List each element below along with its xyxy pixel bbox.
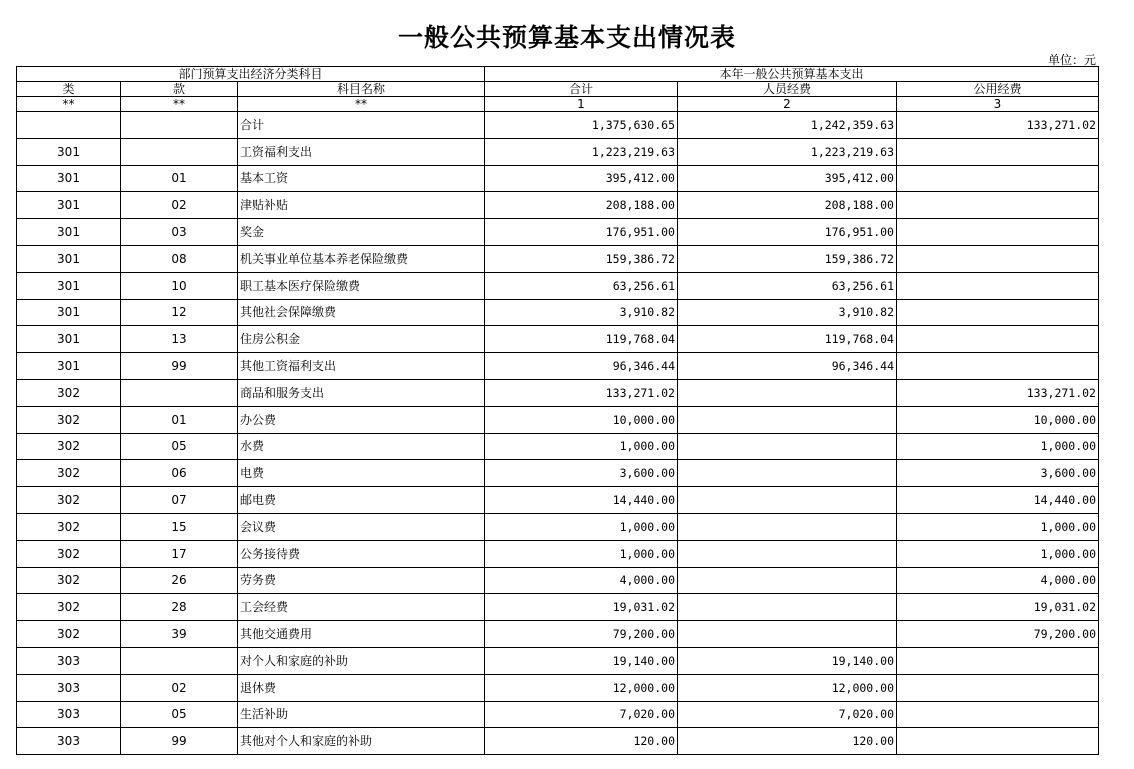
cell-personnel [678,487,897,514]
header-group-row [17,67,1099,82]
cell-kuan: 05 [121,701,238,728]
cell-total: 1,000.00 [485,433,678,460]
cell-name: 工资福利支出 [238,138,485,165]
cell-name: 退休费 [238,674,485,701]
table-row [17,567,1099,594]
cell-personnel: 1,242,359.63 [678,112,897,139]
cell-kuan: 13 [121,326,238,353]
cell-lei: 302 [17,487,121,514]
cell-name: 邮电费 [238,487,485,514]
cell-public [897,647,1099,674]
cell-kuan: 15 [121,513,238,540]
cell-kuan [121,112,238,139]
cell-personnel [678,621,897,648]
cell-public [897,245,1099,272]
cell-name: 其他对个人和家庭的补助 [238,728,485,755]
cell-kuan: 17 [121,540,238,567]
cell-name: 对个人和家庭的补助 [238,647,485,674]
cell-name: 会议费 [238,513,485,540]
cell-lei: 301 [17,353,121,380]
cell-lei: 302 [17,513,121,540]
cell-lei: 303 [17,647,121,674]
cell-public [897,353,1099,380]
column-header-name: 科目名称 [238,82,485,97]
cell-personnel: 1,223,219.63 [678,138,897,165]
cell-lei: 302 [17,379,121,406]
table-row [17,326,1099,353]
cell-total: 4,000.00 [485,567,678,594]
cell-name: 其他交通费用 [238,621,485,648]
table-row [17,245,1099,272]
cell-total: 12,000.00 [485,674,678,701]
cell-public [897,272,1099,299]
cell-personnel [678,540,897,567]
cell-personnel: 176,951.00 [678,219,897,246]
cell-personnel: 208,188.00 [678,192,897,219]
cell-kuan [121,379,238,406]
cell-total: 1,223,219.63 [485,138,678,165]
cell-kuan: 39 [121,621,238,648]
cell-total: 19,140.00 [485,647,678,674]
cell-public [897,219,1099,246]
table-row [17,513,1099,540]
cell-total: 133,271.02 [485,379,678,406]
cell-kuan: 02 [121,192,238,219]
cell-personnel: 63,256.61 [678,272,897,299]
cell-kuan: 03 [121,219,238,246]
cell-total: 1,000.00 [485,540,678,567]
index-kuan: ** [121,97,238,112]
cell-personnel: 12,000.00 [678,674,897,701]
table-row [17,138,1099,165]
cell-kuan: 08 [121,245,238,272]
table-row [17,460,1099,487]
column-header-personnel: 人员经费 [678,82,897,97]
cell-public [897,192,1099,219]
table-row [17,379,1099,406]
cell-personnel [678,406,897,433]
cell-kuan: 01 [121,406,238,433]
cell-public [897,326,1099,353]
cell-total: 10,000.00 [485,406,678,433]
budget-table [16,66,1099,755]
cell-name: 基本工资 [238,165,485,192]
column-header-lei: 类 [17,82,121,97]
cell-lei: 301 [17,272,121,299]
cell-personnel: 96,346.44 [678,353,897,380]
table-row [17,728,1099,755]
cell-total: 14,440.00 [485,487,678,514]
cell-kuan: 12 [121,299,238,326]
cell-public: 14,440.00 [897,487,1099,514]
cell-public: 19,031.02 [897,594,1099,621]
cell-name: 津贴补贴 [238,192,485,219]
cell-lei: 301 [17,299,121,326]
cell-total: 176,951.00 [485,219,678,246]
cell-name: 办公费 [238,406,485,433]
cell-lei: 301 [17,245,121,272]
table-row [17,219,1099,246]
cell-name: 其他工资福利支出 [238,353,485,380]
cell-kuan [121,647,238,674]
cell-personnel [678,379,897,406]
cell-public: 4,000.00 [897,567,1099,594]
cell-lei: 302 [17,567,121,594]
index-personnel: 2 [678,97,897,112]
cell-lei: 302 [17,540,121,567]
cell-personnel [678,433,897,460]
cell-kuan: 02 [121,674,238,701]
cell-public: 133,271.02 [897,379,1099,406]
column-header-total: 合计 [485,82,678,97]
cell-personnel [678,567,897,594]
cell-lei: 301 [17,165,121,192]
cell-lei: 301 [17,326,121,353]
cell-lei: 303 [17,701,121,728]
cell-total: 63,256.61 [485,272,678,299]
table-body [17,112,1099,755]
cell-lei: 301 [17,138,121,165]
cell-public: 79,200.00 [897,621,1099,648]
cell-personnel [678,594,897,621]
table-row [17,647,1099,674]
cell-name: 生活补助 [238,701,485,728]
index-lei: ** [17,97,121,112]
cell-lei [17,112,121,139]
column-header-kuan: 款 [121,82,238,97]
cell-public: 1,000.00 [897,433,1099,460]
index-name: ** [238,97,485,112]
cell-personnel: 119,768.04 [678,326,897,353]
cell-public: 10,000.00 [897,406,1099,433]
cell-total: 96,346.44 [485,353,678,380]
cell-public [897,299,1099,326]
cell-personnel: 120.00 [678,728,897,755]
cell-public [897,701,1099,728]
table-row [17,487,1099,514]
table-row [17,192,1099,219]
index-total: 1 [485,97,678,112]
cell-lei: 301 [17,192,121,219]
cell-name: 商品和服务支出 [238,379,485,406]
cell-personnel [678,460,897,487]
cell-public: 3,600.00 [897,460,1099,487]
cell-name: 住房公积金 [238,326,485,353]
cell-name: 水费 [238,433,485,460]
table-row [17,701,1099,728]
cell-total: 1,000.00 [485,513,678,540]
header-group-right: 本年一般公共预算基本支出 [485,67,1099,82]
table-row [17,299,1099,326]
unit-label: 单位：元 [1047,53,1096,67]
cell-public: 133,271.02 [897,112,1099,139]
column-header-public: 公用经费 [897,82,1099,97]
cell-kuan: 26 [121,567,238,594]
cell-lei: 301 [17,219,121,246]
table-row [17,353,1099,380]
table-row [17,406,1099,433]
cell-personnel [678,513,897,540]
cell-lei: 302 [17,433,121,460]
cell-kuan [121,138,238,165]
cell-lei: 303 [17,674,121,701]
cell-total: 79,200.00 [485,621,678,648]
table-row [17,540,1099,567]
cell-total: 7,020.00 [485,701,678,728]
cell-public [897,165,1099,192]
cell-kuan: 06 [121,460,238,487]
cell-personnel: 395,412.00 [678,165,897,192]
cell-name: 劳务费 [238,567,485,594]
cell-total: 1,375,630.65 [485,112,678,139]
cell-personnel: 3,910.82 [678,299,897,326]
cell-public [897,138,1099,165]
cell-public [897,728,1099,755]
page-title: 一般公共预算基本支出情况表 [397,23,736,52]
cell-total: 395,412.00 [485,165,678,192]
index-public: 3 [897,97,1099,112]
cell-lei: 302 [17,621,121,648]
table-row [17,433,1099,460]
cell-name: 奖金 [238,219,485,246]
cell-kuan: 28 [121,594,238,621]
cell-name: 工会经费 [238,594,485,621]
cell-personnel: 19,140.00 [678,647,897,674]
cell-public: 1,000.00 [897,513,1099,540]
cell-kuan: 99 [121,728,238,755]
cell-total: 208,188.00 [485,192,678,219]
cell-lei: 302 [17,460,121,487]
cell-lei: 302 [17,594,121,621]
cell-personnel: 159,386.72 [678,245,897,272]
cell-kuan: 01 [121,165,238,192]
cell-kuan: 99 [121,353,238,380]
table-row [17,621,1099,648]
cell-kuan: 07 [121,487,238,514]
cell-total: 3,600.00 [485,460,678,487]
cell-total: 159,386.72 [485,245,678,272]
cell-name: 机关事业单位基本养老保险缴费 [238,245,485,272]
header-column-row [17,82,1099,97]
cell-personnel: 7,020.00 [678,701,897,728]
cell-name: 其他社会保障缴费 [238,299,485,326]
cell-public [897,674,1099,701]
cell-total: 119,768.04 [485,326,678,353]
cell-public: 1,000.00 [897,540,1099,567]
cell-total: 120.00 [485,728,678,755]
cell-name: 合计 [238,112,485,139]
cell-name: 职工基本医疗保险缴费 [238,272,485,299]
table-row [17,272,1099,299]
cell-total: 3,910.82 [485,299,678,326]
table-row [17,674,1099,701]
cell-lei: 303 [17,728,121,755]
cell-name: 电费 [238,460,485,487]
table-row [17,112,1099,139]
table-row [17,165,1099,192]
header-index-row [17,97,1099,112]
cell-kuan: 10 [121,272,238,299]
table-row [17,594,1099,621]
cell-kuan: 05 [121,433,238,460]
header-group-left: 部门预算支出经济分类科目 [17,67,485,82]
cell-name: 公务接待费 [238,540,485,567]
cell-lei: 302 [17,406,121,433]
cell-total: 19,031.02 [485,594,678,621]
